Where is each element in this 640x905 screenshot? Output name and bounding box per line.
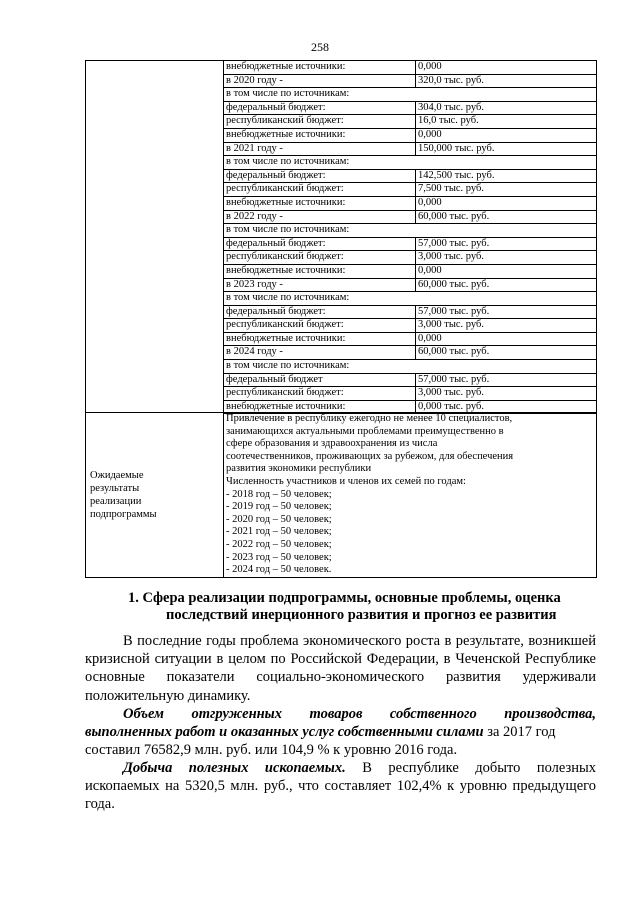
finance-item-label: внебюджетные источники:	[224, 196, 416, 210]
finance-item-value: 57,000 тыс. руб.	[416, 305, 597, 319]
finance-label-cell	[86, 61, 224, 414]
finance-item-label: в 2022 году -	[224, 210, 416, 224]
finance-item-value: 3,000 тыс. руб.	[416, 251, 597, 265]
section-heading: 1. Сфера реализации подпрограммы, основные проблемы, оценка последствий инерционного развития и прогноз ее развития	[128, 590, 561, 623]
finance-item-value: 304,0 тыс. руб.	[416, 101, 597, 115]
expected-results-label: Ожидаемые результаты реализации подпрограммы	[86, 413, 224, 578]
paragraph-2: Объем отгруженных товаров собственного производства, выполненных работ и оказанных услуг собственными силами за 2017 год составил 76582,9 млн. руб. или 104,9 % к уровню 2016 года.	[85, 706, 596, 759]
finance-item-value: 3,000 тыс. руб.	[416, 319, 597, 333]
finance-item-label: федеральный бюджет:	[224, 101, 416, 115]
finance-item-label: в 2023 году -	[224, 278, 416, 292]
finance-item-label: федеральный бюджет:	[224, 305, 416, 319]
finance-item-value: 150,000 тыс. руб.	[416, 142, 597, 156]
finance-item-value: 60,000 тыс. руб.	[416, 346, 597, 360]
finance-item-label: федеральный бюджет:	[224, 237, 416, 251]
expected-results-text: Привлечение в республику ежегодно не менее 10 специалистов, занимающихся актуальными проблемами преимущественно в сфере образования и здравоохранения из числа соотечественников, проживающих за рубежом, для обеспечения развития экономики республики Численность участников и членов их семей по годам: - 2018 год – 50 человек; - 2019 год – 50 человек; - 2020 год – 50 человек; - 2021 год – 50 человек; - 2022 год – 50 человек; - 2023 год – 50 человек; - 2024 год – 50 человек.	[224, 413, 597, 578]
finance-item-value: 3,000 тыс. руб.	[416, 387, 597, 401]
finance-item-value: 142,500 тыс. руб.	[416, 169, 597, 183]
finance-item-label: внебюджетные источники:	[224, 61, 416, 75]
expected-results-row	[86, 413, 597, 578]
finance-item-value: 0,000	[416, 332, 597, 346]
finance-item-label: республиканский бюджет:	[224, 319, 416, 333]
finance-subheader: в том числе по источникам:	[224, 88, 597, 102]
finance-item-label: республиканский бюджет:	[224, 387, 416, 401]
finance-row	[86, 61, 597, 75]
financing-table	[85, 60, 597, 414]
finance-item-label: внебюджетные источники:	[224, 264, 416, 278]
finance-item-value: 0,000	[416, 196, 597, 210]
finance-subheader: в том числе по источникам:	[224, 292, 597, 306]
finance-item-label: федеральный бюджет	[224, 373, 416, 387]
finance-item-value: 57,000 тыс. руб.	[416, 373, 597, 387]
finance-item-label: внебюджетные источники:	[224, 400, 416, 414]
finance-item-value: 0,000	[416, 264, 597, 278]
finance-item-label: в 2024 году -	[224, 346, 416, 360]
finance-subheader: в том числе по источникам:	[224, 360, 597, 374]
finance-item-value: 0,000	[416, 61, 597, 75]
page-number: 258	[311, 40, 329, 54]
finance-item-value: 16,0 тыс. руб.	[416, 115, 597, 129]
finance-subheader: в том числе по источникам:	[224, 156, 597, 170]
finance-item-value: 0,000 тыс. руб.	[416, 400, 597, 414]
finance-item-label: в 2020 году -	[224, 74, 416, 88]
finance-item-value: 7,500 тыс. руб.	[416, 183, 597, 197]
finance-item-label: федеральный бюджет:	[224, 169, 416, 183]
finance-subheader: в том числе по источникам:	[224, 224, 597, 238]
finance-item-value: 60,000 тыс. руб.	[416, 210, 597, 224]
finance-item-value: 60,000 тыс. руб.	[416, 278, 597, 292]
finance-item-label: внебюджетные источники:	[224, 332, 416, 346]
finance-item-label: республиканский бюджет:	[224, 115, 416, 129]
finance-item-label: внебюджетные источники:	[224, 128, 416, 142]
finance-item-value: 320,0 тыс. руб.	[416, 74, 597, 88]
finance-item-label: республиканский бюджет:	[224, 251, 416, 265]
finance-item-value: 57,000 тыс. руб.	[416, 237, 597, 251]
finance-item-label: в 2021 году -	[224, 142, 416, 156]
finance-item-value: 0,000	[416, 128, 597, 142]
paragraph-3: Добыча полезных ископаемых. В республике добыто полезных ископаемых на 5320,5 млн. руб., что составляет 102,4% к уровню предыдущего года.	[85, 760, 596, 813]
expected-results-table	[85, 412, 597, 578]
paragraph-1: В последние годы проблема экономического роста в результате, возникшей кризисной ситуации в целом по Российской Федерации, в Чеченской Республике основные показатели социально-экономического развития удерживали положительную динамику.	[85, 633, 596, 704]
finance-item-label: республиканский бюджет:	[224, 183, 416, 197]
